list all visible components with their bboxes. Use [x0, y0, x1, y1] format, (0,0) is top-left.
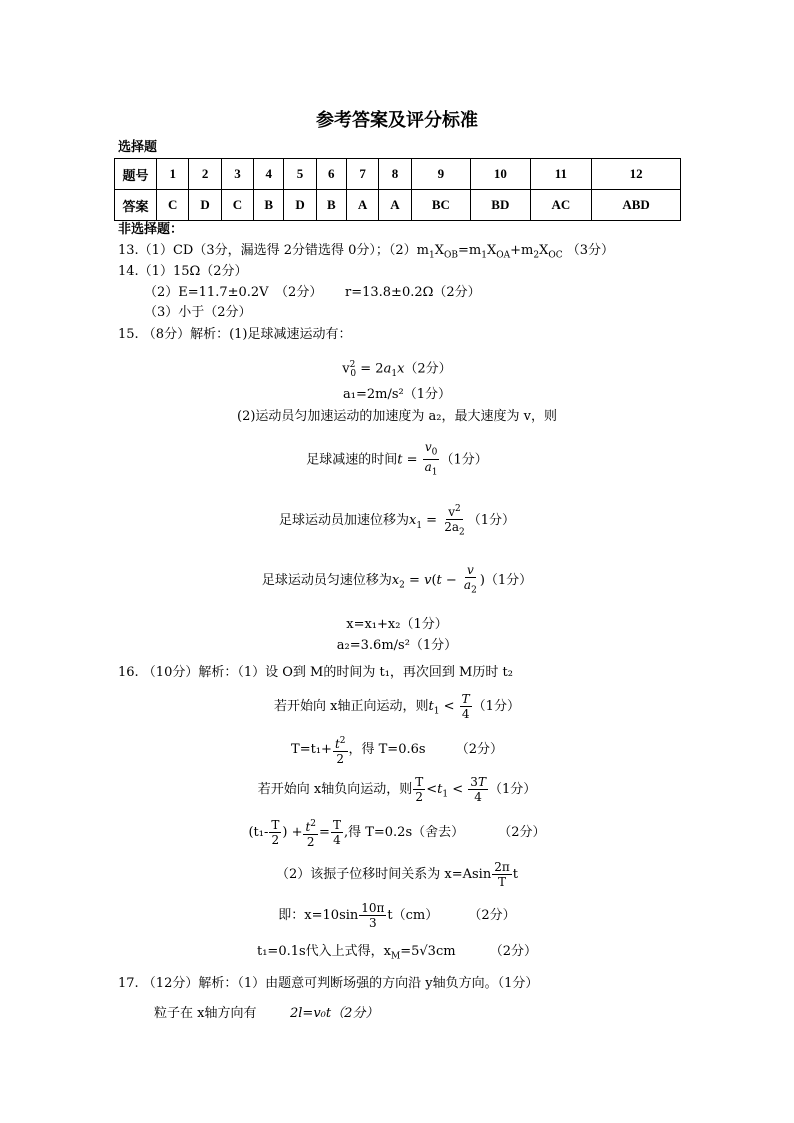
q15-eq6: 足球运动员匀速位移为$x_2 = v(t$ − $\frac{v}{a_2}$ )（1分） [261, 563, 533, 596]
q16-c3: t₁=0.1s代入上式得，$x_M=5√3cm$ （2分） [257, 944, 537, 962]
q16-c1: （2）该振子位移时间关系为 x=Asin $\frac{2\pi}{T}$ t [276, 860, 518, 889]
question-number: 6 [316, 159, 346, 190]
q16-b1: 若开始向 x轴负向运动，则 $\frac{T}{2}$ $<t_1$ < $\frac{3T}{4}$ （1分） [257, 775, 537, 804]
answer-cell: A [346, 190, 378, 221]
q15-heading: 15. （8分）解析：(1)足球减速运动有： [118, 327, 352, 342]
question-number: 4 [254, 159, 284, 190]
q13-answer: 13.（1）CD（3分，漏选得 2分错选得 0分）；$(2)m_1X_{OB}=m_1X_{OA}+m_2X_{OC}$ （3分） [118, 243, 615, 261]
answer-cell: ABD [592, 190, 681, 221]
q14-line1: 14.（1）15Ω（2分） [118, 264, 248, 279]
question-number: 5 [284, 159, 316, 190]
q15-eq2: a₁=2m/s²（1分） [343, 387, 451, 402]
table-row [115, 159, 681, 190]
q16-a1: 若开始向 x轴正向运动，则$t_1$ < $\frac{T}{4}$ （1分） [274, 692, 520, 721]
question-number: 1 [157, 159, 189, 190]
answer-cell: B [254, 190, 284, 221]
question-number: 3 [221, 159, 253, 190]
answer-cell: BD [471, 190, 530, 221]
q15-eq5: 足球运动员加速位移为$x_1$ = $\frac{v^2}{2a_2}$ （1分） [278, 504, 516, 538]
page-title: 参考答案及评分标准 [316, 110, 478, 131]
q17-line1a: 粒子在 x轴方向有 [154, 1006, 257, 1021]
q16-a2: T=t₁+ $\frac{t^2}{2}$ ，得 T=0.6s （2分） [291, 735, 503, 766]
answer-cell: C [157, 190, 189, 221]
answer-table [114, 158, 681, 221]
question-number: 10 [471, 159, 530, 190]
q17-heading: 17. （12分）解析：（1）由题意可判断场强的方向沿 y轴负方向。（1分） [118, 976, 539, 991]
q14-line3: （3）小于（2分） [144, 305, 252, 320]
answer-cell: BC [411, 190, 470, 221]
q15-eq7: x=x₁+x₂（1分） [346, 617, 448, 632]
q16-heading: 16. （10分）解析：（1）设 O到 M的时间为 t₁，再次回到 M历时 t₂ [118, 665, 513, 680]
q15-eq8: a₂=3.6m/s²（1分） [336, 638, 458, 653]
q14-line2a: （2）E=11.7±0.2V （2分） [144, 285, 323, 300]
question-number: 7 [346, 159, 378, 190]
answer-cell: A [379, 190, 411, 221]
answer-cell: D [284, 190, 316, 221]
q16-c2: 即：x=10sin $\frac{10\pi}{3}$ t（cm） （2分） [278, 901, 516, 930]
question-number: 12 [592, 159, 681, 190]
answer-cell: B [316, 190, 346, 221]
section-non-choice: 非选择题： [118, 222, 184, 237]
question-number: 11 [530, 159, 592, 190]
q17-line1b: 2l=v₀t（2分） [290, 1006, 379, 1021]
q15-eq1: $v^2_0 = 2a_1x(2$分） [342, 360, 452, 379]
q15-eq4: 足球减速的时间t = $\frac{v_0}{a_1}$ （1分） [306, 440, 488, 478]
answer-cell: C [221, 190, 253, 221]
q15-eq3: (2)运动员匀加速运动的加速度为 a₂，最大速度为 v，则 [237, 409, 557, 424]
section-multiple-choice: 选择题 [118, 140, 158, 155]
row-header-answer: 答案 [115, 190, 157, 221]
question-number: 2 [189, 159, 221, 190]
q16-b2: (t₁- $\frac{T}{2}$ ) + $\frac{t^2}{2}$ = $\frac{T}{4}$ ,得 T=0.2s（舍去） （2分） [248, 818, 546, 849]
row-header-number: 题号 [115, 159, 157, 190]
question-number: 8 [379, 159, 411, 190]
question-number: 9 [411, 159, 470, 190]
answer-cell: D [189, 190, 221, 221]
q14-line2b: r=13.8±0.2Ω（2分） [345, 285, 481, 300]
table-row [115, 190, 681, 221]
answer-cell: AC [530, 190, 592, 221]
